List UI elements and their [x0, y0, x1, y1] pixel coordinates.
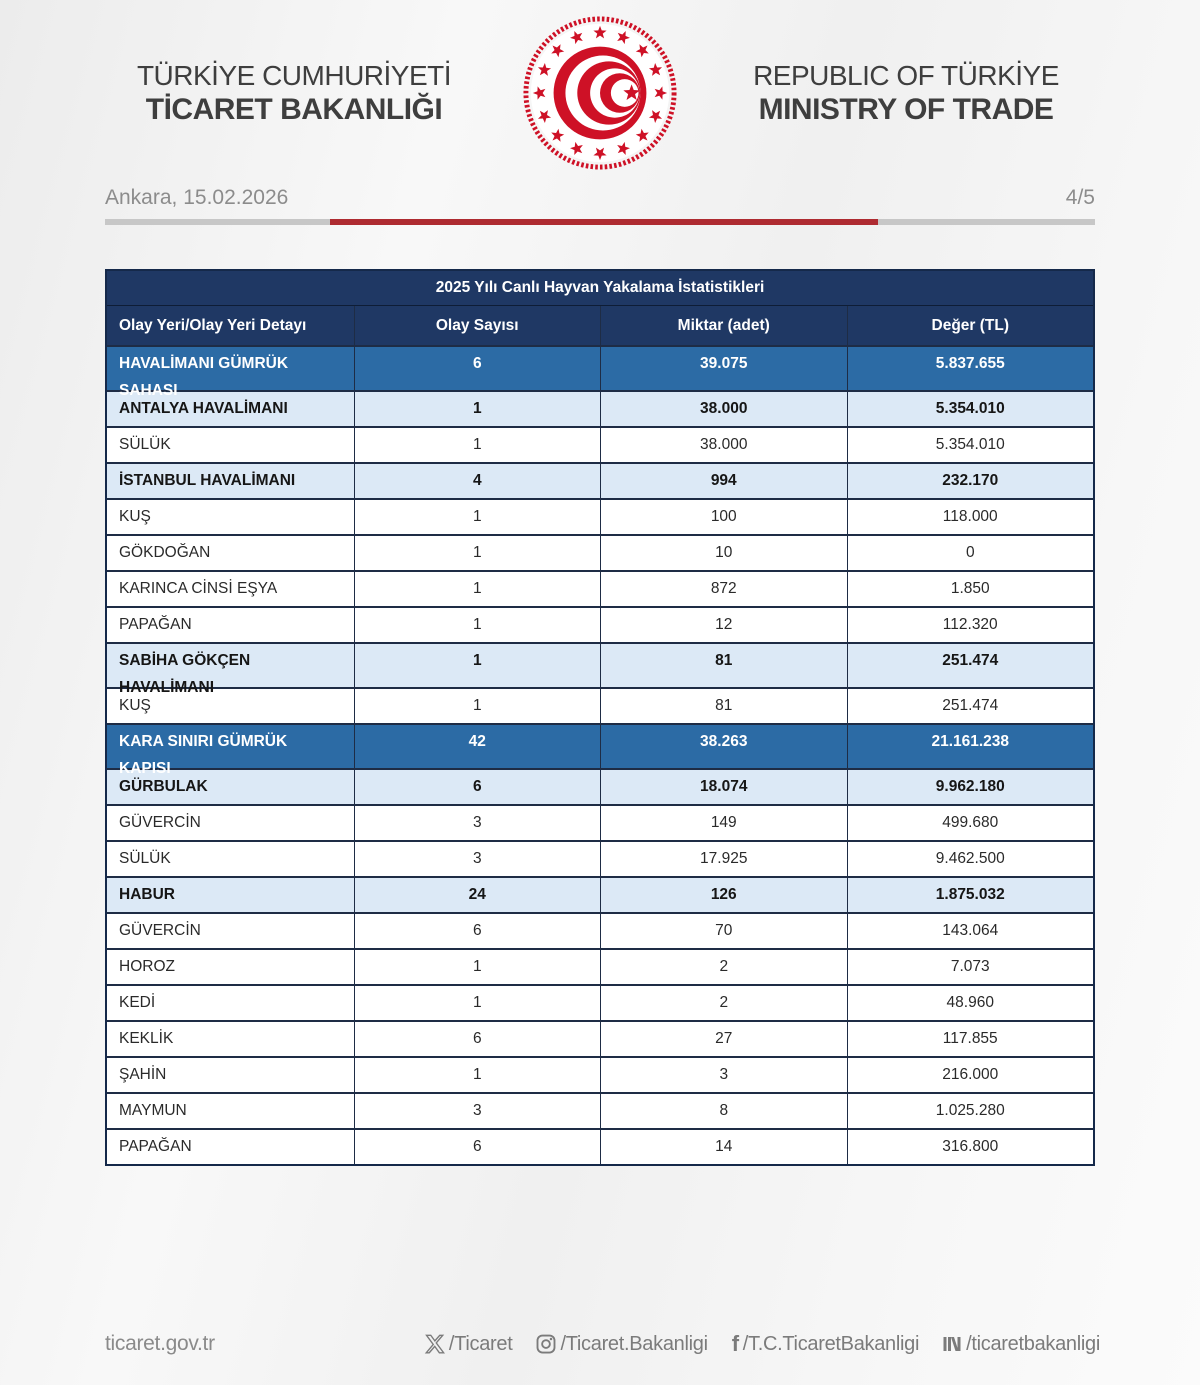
instagram-icon	[536, 1334, 556, 1354]
column-header-olay-sayisi: Olay Sayısı	[354, 306, 601, 345]
page-number: 4/5	[1065, 186, 1095, 209]
dateline-row	[105, 186, 1095, 210]
cell-deger: 143.064	[847, 914, 1094, 948]
table-row	[107, 1056, 1093, 1092]
cell-deger: 1.875.032	[847, 878, 1094, 912]
cell-olay-sayisi: 3	[354, 1094, 601, 1128]
cell-olay-sayisi: 6	[354, 1130, 601, 1164]
table-row	[107, 426, 1093, 462]
header-english-title	[721, 59, 1091, 127]
date-location: Ankara, 15.02.2026	[105, 186, 289, 209]
column-header-miktar: Miktar (adet)	[600, 306, 847, 345]
page-footer	[105, 1332, 1100, 1356]
table-row	[107, 984, 1093, 1020]
cell-deger: 499.680	[847, 806, 1094, 840]
cell-miktar: 18.074	[600, 770, 847, 804]
header-tr-line2: TİCARET BAKANLIĞI	[145, 93, 443, 126]
cell-deger: 48.960	[847, 986, 1094, 1020]
table-row	[107, 768, 1093, 804]
cell-deger: 1.025.280	[847, 1094, 1094, 1128]
cell-miktar: 27	[600, 1022, 847, 1056]
cell-olay-sayisi: 24	[354, 878, 601, 912]
social-nsosyal-handle: /ticaretbakanligi	[966, 1332, 1100, 1355]
document-header	[0, 0, 1200, 172]
header-turkish-title	[109, 59, 479, 127]
cell-olay-sayisi: 1	[354, 500, 601, 534]
cell-miktar: 2	[600, 950, 847, 984]
table-row	[107, 804, 1093, 840]
social-facebook-link[interactable]	[732, 1333, 919, 1356]
cell-deger: 232.170	[847, 464, 1094, 498]
table-row	[107, 642, 1093, 696]
table-row	[107, 606, 1093, 642]
social-instagram-link[interactable]	[536, 1333, 707, 1356]
table-row	[107, 840, 1093, 876]
cell-deger: 7.073	[847, 950, 1094, 984]
table-row	[107, 723, 1093, 777]
cell-miktar: 17.925	[600, 842, 847, 876]
cell-olay-yeri: HOROZ	[119, 958, 175, 975]
cell-miktar: 100	[600, 500, 847, 534]
cell-miktar: 149	[600, 806, 847, 840]
social-facebook-handle: /T.C.TicaretBakanligi	[742, 1332, 920, 1355]
cell-olay-yeri: PAPAĞAN	[119, 1138, 192, 1155]
cell-miktar: 38.000	[600, 392, 847, 426]
cell-olay-yeri: SABİHA GÖKÇEN HAVALİMANI	[119, 652, 251, 696]
cell-olay-yeri: GÖKDOĞAN	[119, 544, 211, 561]
cell-olay-yeri: ŞAHİN	[119, 1066, 167, 1083]
cell-olay-sayisi: 1	[354, 608, 601, 642]
cell-deger: 1.850	[847, 572, 1094, 606]
table-row	[107, 687, 1093, 723]
cell-miktar: 38.263	[600, 725, 847, 768]
table-row	[107, 876, 1093, 912]
cell-miktar: 38.000	[600, 428, 847, 462]
cell-miktar: 994	[600, 464, 847, 498]
cell-deger: 9.962.180	[847, 770, 1094, 804]
social-links	[425, 1333, 1100, 1356]
cell-deger: 112.320	[847, 608, 1094, 642]
cell-deger: 117.855	[847, 1022, 1094, 1056]
divider-rule	[105, 219, 1095, 225]
cell-olay-yeri: GÜRBULAK	[119, 778, 208, 795]
cell-deger: 5.354.010	[847, 392, 1094, 426]
cell-deger: 21.161.238	[847, 725, 1094, 768]
cell-olay-sayisi: 1	[354, 644, 601, 687]
cell-olay-yeri: KEDİ	[119, 994, 156, 1011]
facebook-icon: f	[731, 1331, 739, 1356]
table-body	[107, 345, 1093, 1164]
cell-olay-sayisi: 1	[354, 428, 601, 462]
social-instagram-handle: /Ticaret.Bakanligi	[560, 1332, 708, 1355]
table-row	[107, 1092, 1093, 1128]
cell-olay-sayisi: 6	[354, 914, 601, 948]
nsosyal-icon	[943, 1335, 962, 1353]
cell-olay-yeri: İSTANBUL HAVALİMANI	[119, 472, 296, 489]
cell-miktar: 81	[600, 644, 847, 687]
cell-olay-sayisi: 4	[354, 464, 601, 498]
table-row	[107, 948, 1093, 984]
cell-olay-yeri: KUŞ	[119, 508, 151, 525]
cell-olay-yeri: KARINCA CİNSİ EŞYA	[119, 580, 278, 597]
cell-miktar: 14	[600, 1130, 847, 1164]
cell-deger: 316.800	[847, 1130, 1094, 1164]
cell-olay-sayisi: 1	[354, 572, 601, 606]
table-header-row	[107, 305, 1093, 345]
website-link[interactable]: ticaret.gov.tr	[105, 1332, 215, 1355]
cell-deger: 251.474	[847, 689, 1094, 723]
table-row	[107, 1020, 1093, 1056]
cell-deger: 216.000	[847, 1058, 1094, 1092]
header-tr-line1: TÜRKİYE CUMHURİYETİ	[136, 60, 452, 91]
cell-olay-yeri: SÜLÜK	[119, 436, 171, 453]
cell-olay-yeri: SÜLÜK	[119, 850, 171, 867]
cell-deger: 9.462.500	[847, 842, 1094, 876]
cell-miktar: 39.075	[600, 347, 847, 390]
cell-miktar: 872	[600, 572, 847, 606]
cell-olay-sayisi: 1	[354, 392, 601, 426]
cell-miktar: 2	[600, 986, 847, 1020]
cell-olay-yeri: KEKLİK	[119, 1030, 174, 1047]
table-row	[107, 462, 1093, 498]
statistics-table	[105, 269, 1095, 1166]
cell-olay-yeri: PAPAĞAN	[119, 616, 192, 633]
cell-deger: 0	[847, 536, 1094, 570]
cell-olay-sayisi: 6	[354, 1022, 601, 1056]
cell-olay-yeri: MAYMUN	[119, 1102, 187, 1119]
table-row	[107, 570, 1093, 606]
cell-olay-yeri: GÜVERCİN	[119, 814, 201, 831]
cell-olay-yeri: HAVALİMANI GÜMRÜK SAHASI	[119, 355, 289, 399]
cell-miktar: 10	[600, 536, 847, 570]
social-x-link[interactable]	[425, 1333, 513, 1356]
cell-deger: 118.000	[847, 500, 1094, 534]
table-title: 2025 Yılı Canlı Hayvan Yakalama İstatistikleri	[107, 271, 1093, 305]
cell-miktar: 126	[600, 878, 847, 912]
table-row	[107, 534, 1093, 570]
column-header-olay-yeri: Olay Yeri/Olay Yeri Detayı	[119, 316, 307, 334]
column-header-deger: Değer (TL)	[847, 306, 1094, 345]
table-row	[107, 345, 1093, 399]
cell-olay-yeri: KARA SINIRI GÜMRÜK KAPISI	[119, 733, 288, 777]
cell-deger: 5.837.655	[847, 347, 1094, 390]
ministry-of-trade-logo-icon	[521, 14, 679, 172]
social-x-handle: /Ticaret	[448, 1332, 513, 1355]
header-en-line1: REPUBLIC OF TÜRKİYE	[753, 60, 1059, 91]
cell-miktar: 3	[600, 1058, 847, 1092]
cell-olay-sayisi: 1	[354, 689, 601, 723]
table-row	[107, 1128, 1093, 1164]
cell-olay-sayisi: 3	[354, 842, 601, 876]
cell-olay-yeri: ANTALYA HAVALİMANI	[119, 400, 288, 417]
cell-olay-sayisi: 1	[354, 950, 601, 984]
header-en-line2: MINISTRY OF TRADE	[758, 93, 1054, 126]
cell-olay-sayisi: 1	[354, 536, 601, 570]
cell-olay-sayisi: 42	[354, 725, 601, 768]
cell-olay-yeri: HABUR	[119, 886, 175, 903]
cell-olay-sayisi: 6	[354, 770, 601, 804]
cell-olay-yeri: KUŞ	[119, 697, 151, 714]
table-row	[107, 912, 1093, 948]
table-row	[107, 390, 1093, 426]
table-row	[107, 498, 1093, 534]
cell-olay-sayisi: 3	[354, 806, 601, 840]
cell-olay-sayisi: 6	[354, 347, 601, 390]
cell-deger: 5.354.010	[847, 428, 1094, 462]
cell-olay-yeri: GÜVERCİN	[119, 922, 201, 939]
cell-deger: 251.474	[847, 644, 1094, 687]
cell-miktar: 8	[600, 1094, 847, 1128]
divider-rule-red-segment	[330, 219, 878, 225]
cell-olay-sayisi: 1	[354, 1058, 601, 1092]
cell-olay-sayisi: 1	[354, 986, 601, 1020]
cell-miktar: 12	[600, 608, 847, 642]
cell-miktar: 70	[600, 914, 847, 948]
cell-miktar: 81	[600, 689, 847, 723]
x-twitter-icon	[425, 1334, 445, 1354]
social-nsosyal-link[interactable]	[943, 1333, 1100, 1356]
